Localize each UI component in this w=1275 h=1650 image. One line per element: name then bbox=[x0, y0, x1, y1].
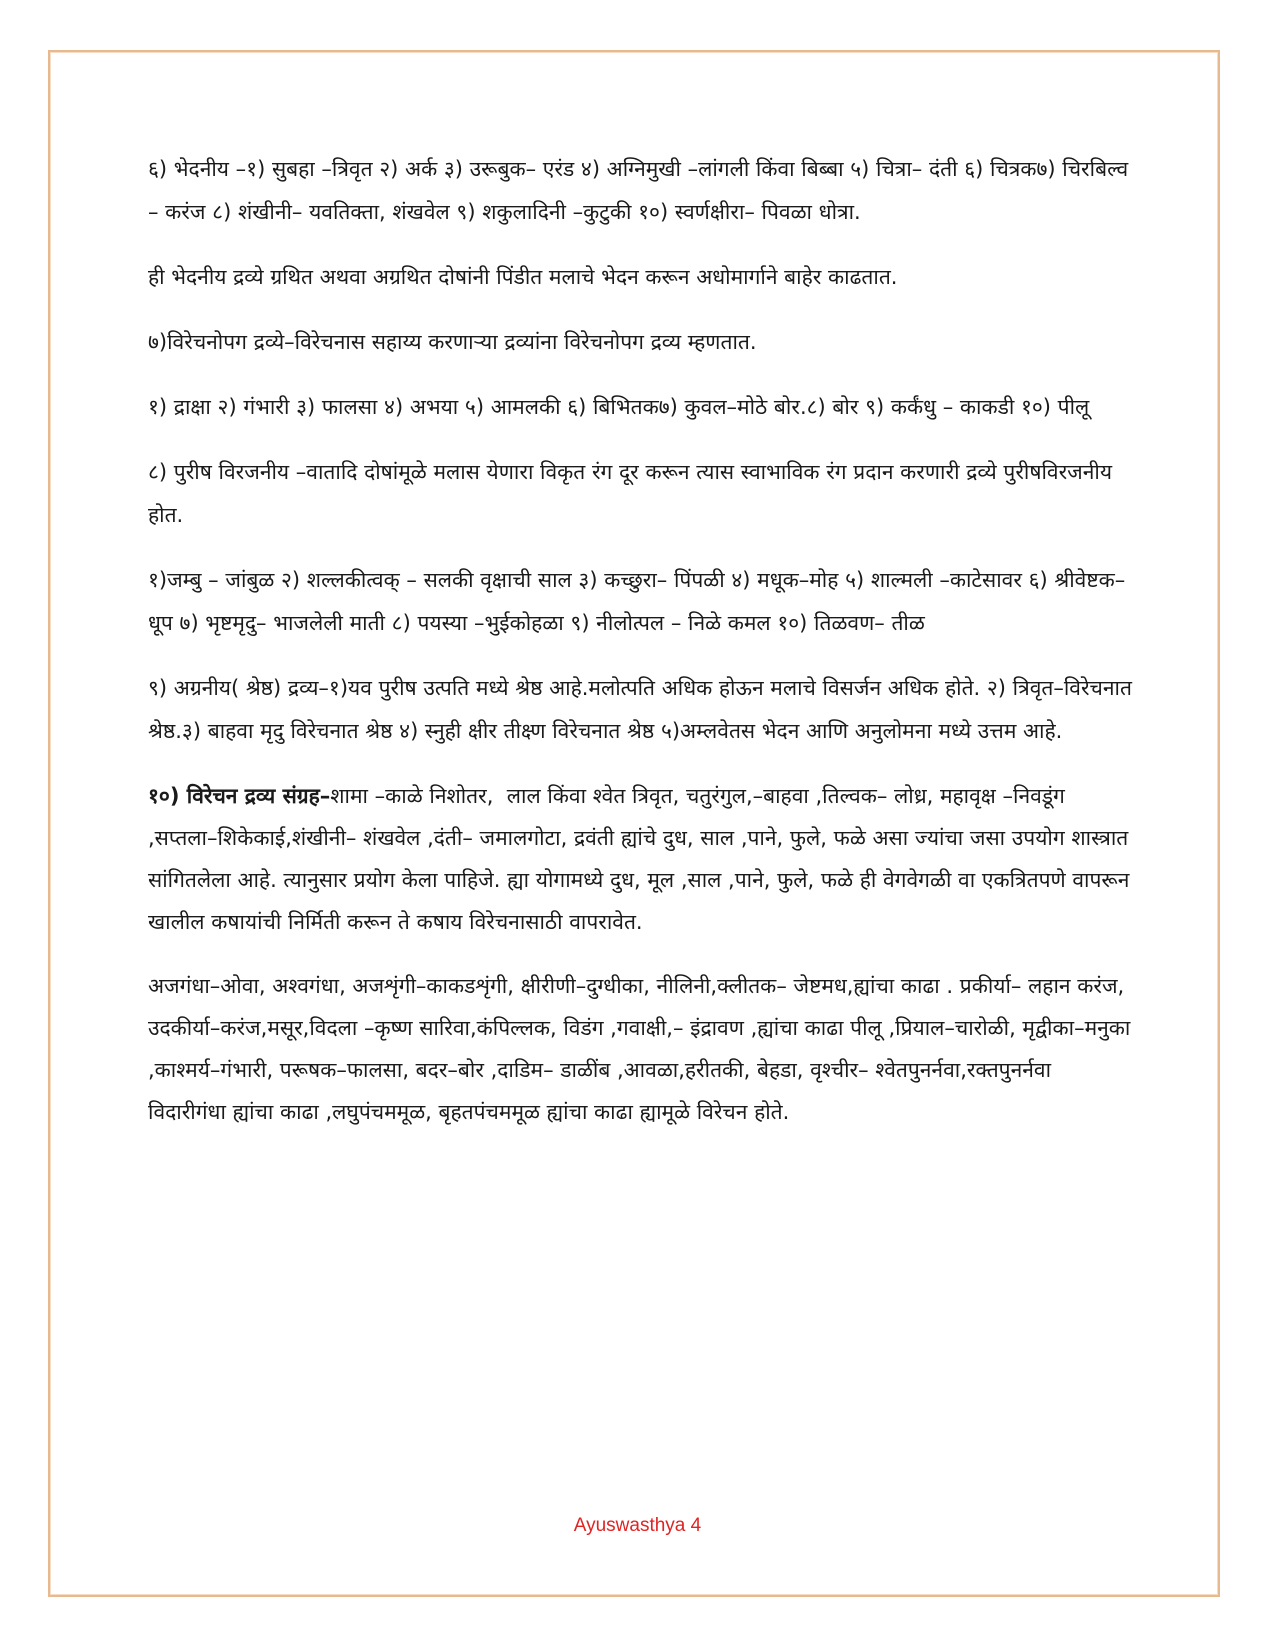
paragraph-purisha-virajaniya: ८) पुरीष विरजनीय –वातादि दोषांमूळे मलास येणारा विकृत रंग दूर करून त्यास स्वाभाविक रंग प्रदान करणारी द्रव्ये पुरीषविरजनीय होत. bbox=[148, 460, 1119, 527]
paragraph-virechanopaga-heading: ७)विरेचनोपग द्रव्ये–विरेचनास सहाय्य करणाऱ्या द्रव्यांना विरेचनोपग द्रव्य म्हणतात. bbox=[148, 330, 757, 354]
section-heading: १०) विरेचन द्रव्य संग्रह– bbox=[148, 784, 331, 808]
paragraph-kashaya-list: अजगंधा–ओवा, अश्वगंधा, अजशृंगी–काकडशृंगी, क्षीरीणी–दुग्धीका, नीलिनी,क्लीतक– जेष्टमध,ह्यांचा काढा . प्रकीर्या– लहान करंज, उदकीर्या–करंज,मसूर,विदला –कृष्ण सारिवा,कंपिल्लक, विडंग ,गवाक्षी,– इंद्रावण ,ह्यांचा काढा पीलू ,प्रियाल–चारोळी, मृद्वीका–मनुका ,काश्मर्य–गंभारी, परूषक–फालसा, बदर–बोर ,दाडिम– डाळींब ,आवळा,हरीतकी, बेहडा, वृश्चीर– श्वेतपुनर्नवा,रक्तपुनर्नवा विदारीगंधा ह्यांचा काढा ,लघुपंचममूळ, बृहतपंचममूळ ह्यांचा काढा ह्यामूळे विरेचन होते. bbox=[148, 974, 1138, 1124]
paragraph-bhedaniya: ६) भेदनीय –१) सुबहा –त्रिवृत २) अर्क ३) उरूबुक– एरंड ४) अग्निमुखी –लांगली किंवा बिब्बा ५) चित्रा– दंती ६) चित्रक७) चिरबिल्व – करंज ८) शंखीनी– यवतिक्ता, शंखवेल ९) शकुलादिनी –कुटुकी १०) स्वर्णक्षीरा– पिवळा धोत्रा. bbox=[148, 157, 1135, 224]
document-body bbox=[148, 148, 1139, 1155]
page-footer: Ayuswasthya 4 bbox=[573, 1515, 702, 1536]
paragraph-virechanopaga-list: १) द्राक्षा २) गंभारी ३) फालसा ४) अभया ५) आमलकी ६) बिभितक७) कुवल–मोठे बोर.८) बोर ९) कर्कंधु – काकडी १०) पीलू bbox=[148, 395, 1090, 419]
section-text: शामा –काळे निशोतर, लाल किंवा श्वेत त्रिवृत, चतुरंगुल,–बाहवा ,तिल्वक– लोध्र, महावृक्ष –निवडूंग ,सप्तला–शिकेकाई,शंखीनी– शंखवेल ,दंती– जमालगोटा, द्रवंती ह्यांचे दुध, साल ,पाने, फुले, फळे असा ज्यांचा जसा उपयोग शास्त्रात सांगितलेला आहे. त्यानुसार प्रयोग केला पाहिजे. ह्या योगामध्ये दुध, मूल ,साल ,पाने, फुले, फळे ही वेगवेगळी वा एकत्रितपणे वापरून खालील कषायांची निर्मिती करून ते कषाय विरेचनासाठी वापरावेत. bbox=[148, 784, 1137, 934]
paragraph-virechan-dravya-sangraha bbox=[148, 775, 1137, 943]
paragraph-bhedaniya-note: ही भेदनीय द्रव्ये ग्रथित अथवा अग्रथित दोषांनी पिंडीत मलाचे भेदन करून अधोमार्गाने बाहेर काढतात. bbox=[148, 265, 898, 289]
paragraph-agraniya: ९) अग्रनीय( श्रेष्ठ) द्रव्य–१)यव पुरीष उत्पति मध्ये श्रेष्ठ आहे.मलोत्पति अधिक होऊन मलाचे विसर्जन अधिक होते. २) त्रिवृत–विरेचनात श्रेष्ठ.३) बाहवा मृदु विरेचनात श्रेष्ठ ४) स्नुही क्षीर तीक्ष्ण विरेचनात श्रेष्ठ ५)अम्लवेतस भेदन आणि अनुलोमना मध्ये उत्तम आहे. bbox=[148, 676, 1139, 743]
paragraph-purisha-virajaniya-list: १)जम्बु – जांबुळ २) शल्लकीत्वक् – सलकी वृक्षाची साल ३) कच्छुरा– पिंपळी ४) मधूक–मोह ५) शाल्मली –काटेसावर ६) श्रीवेष्टक–धूप ७) भृष्टमृदु– भाजलेली माती ८) पयस्या –भुईकोहळा ९) नीलोत्पल – निळे कमल १०) तिळवण– तीळ bbox=[148, 568, 1126, 635]
